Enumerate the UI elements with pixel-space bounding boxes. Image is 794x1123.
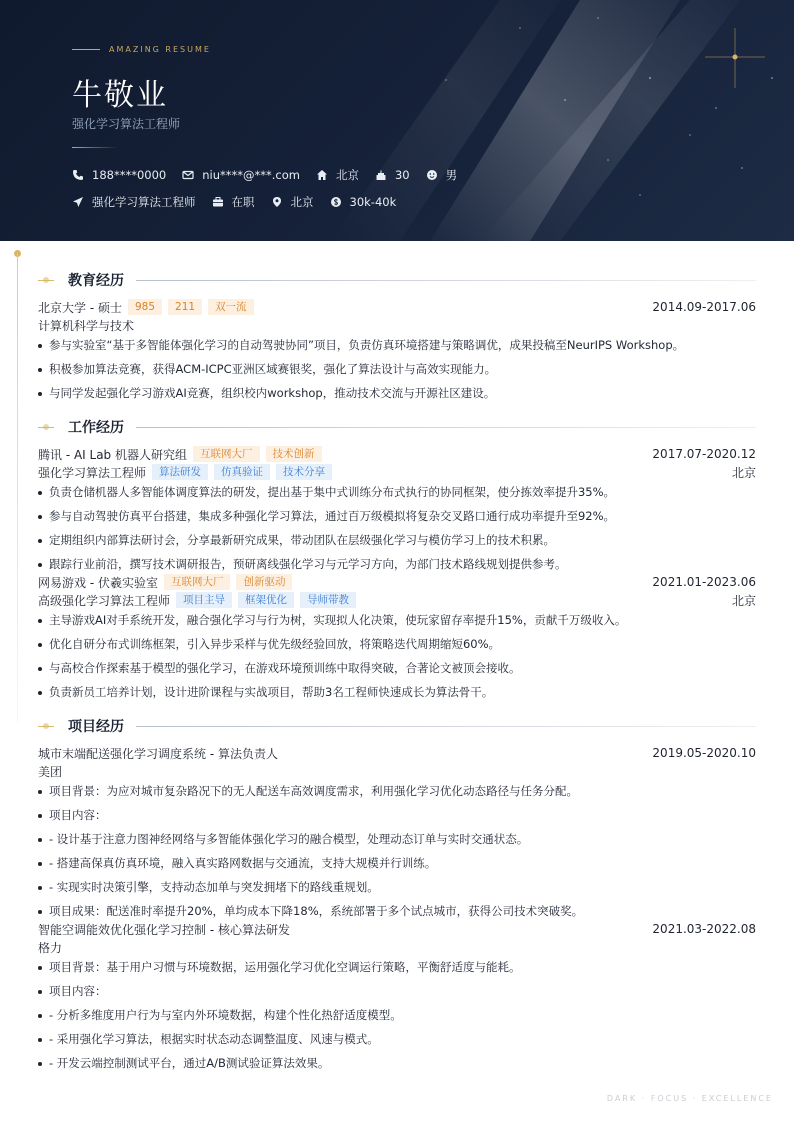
contact-row	[72, 167, 473, 183]
section-marker-icon	[38, 422, 54, 432]
resume-header	[0, 0, 794, 241]
entry-org-group	[38, 299, 254, 316]
section-rule	[136, 280, 756, 281]
list-item: - 分析多维度用户行为与室内外环境数据，构建个性化热舒适度模型。	[38, 1008, 756, 1023]
entry-date: 2014.09-2017.06	[652, 300, 756, 314]
entry-subheader	[38, 591, 756, 609]
list-item: 负责仓储机器人多智能体调度算法的研发，提出基于集中式训练分布式执行的协同框架，使分拣效率提升35%。	[38, 485, 756, 500]
target-role-text: 强化学习算法工程师	[92, 195, 196, 209]
list-item: 跟踪行业前沿，撰写技术调研报告，预研离线强化学习与元学习方向，为部门技术路线规划提供参考。	[38, 557, 756, 572]
school-name: 北京大学 - 硕士	[38, 300, 122, 315]
resume-body	[38, 268, 756, 1085]
list-item: 积极参加算法竞赛，获得ACM-ICPC亚洲区域赛银奖，强化了算法设计与高效实现能力。	[38, 362, 756, 377]
section-heading	[38, 268, 756, 292]
status-text: 在职	[231, 195, 255, 209]
role-tag-badge: 导师带教	[300, 592, 356, 608]
entry-header	[38, 573, 756, 591]
timeline-line	[17, 253, 18, 723]
work-entry	[38, 445, 756, 572]
entry-date: 2021.03-2022.08	[652, 922, 756, 936]
cake-icon	[375, 169, 387, 181]
entry-header	[38, 920, 756, 938]
project-entry	[38, 744, 756, 919]
entry-header	[38, 744, 756, 762]
entry-subheader	[38, 316, 756, 334]
tag-badge: 985	[128, 299, 162, 315]
entry-header	[38, 298, 756, 316]
company-name: 网易游戏 - 伏羲实验室	[38, 575, 158, 590]
company-name: 腾讯 - AI Lab 机器人研究组	[38, 447, 187, 462]
tag-badge: 互联网大厂	[164, 574, 231, 590]
list-item: - 实现实时决策引擎，支持动态加单与突发拥堵下的路线重规划。	[38, 880, 756, 895]
phone-icon	[72, 169, 84, 181]
list-item: 项目背景：为应对城市复杂路况下的无人配送车高效调度需求，利用强化学习优化动态路径与任务分配。	[38, 784, 756, 799]
project-company: 美团	[38, 764, 63, 779]
brand-text: AMAZING RESUME	[109, 45, 211, 54]
entry-date: 2021.01-2023.06	[652, 575, 756, 589]
bullet-list	[38, 485, 756, 572]
project-section	[38, 714, 756, 1071]
list-item: - 设计基于注意力图神经网络与多智能体强化学习的融合模型，处理动态订单与实时交通状态。	[38, 832, 756, 847]
email-text: niu****@***.com	[202, 168, 300, 182]
bullet-list	[38, 960, 756, 1071]
list-item: 项目内容：	[38, 984, 756, 999]
education-section	[38, 268, 756, 401]
footer-motto: DARK · FOCUS · EXCELLENCE	[606, 1094, 773, 1103]
age-text: 30	[394, 168, 410, 182]
tag-badge: 创新驱动	[236, 574, 292, 590]
briefcase-icon	[212, 196, 224, 208]
entry-city: 北京	[731, 465, 756, 480]
entry-date: 2019.05-2020.10	[652, 746, 756, 760]
candidate-title: 强化学习算法工程师	[72, 117, 181, 131]
role-group	[38, 464, 332, 481]
entry-city: 北京	[731, 593, 756, 608]
list-item: 定期组织内部算法研讨会，分享最新研究成果，带动团队在层级强化学习与模仿学习上的技术积累。	[38, 533, 756, 548]
phone-text: 188****0000	[92, 168, 167, 182]
major-text: 计算机科学与技术	[38, 318, 135, 333]
project-company: 格力	[38, 940, 63, 955]
salary-text: 30k-40k	[349, 195, 397, 209]
entry-header	[38, 445, 756, 463]
list-item: 项目成果：配送准时率提升20%，单均成本下降18%，系统部署于多个试点城市，获得公司技术突破奖。	[38, 904, 756, 919]
list-item: 负责新员工培养计划，设计进阶课程与实战项目，帮助3名工程师快速成长为算法骨干。	[38, 685, 756, 700]
info-email	[182, 168, 300, 182]
info-status	[212, 194, 255, 210]
list-item: - 搭建高保真仿真环境，融入真实路网数据与交通流，支持大规模并行训练。	[38, 856, 756, 871]
list-item: 与同学发起强化学习游戏AI竞赛，组织校内workshop，推动技术交流与开源社区建设。	[38, 386, 756, 401]
location-icon	[271, 196, 283, 208]
tag-badge: 技术创新	[266, 446, 322, 462]
tag-badge: 互联网大厂	[193, 446, 260, 462]
section-title-text: 项目经历	[68, 719, 124, 735]
list-item: 参与实验室“基于多智能体强化学习的自动驾驶协同”项目，负责仿真环境搭建与策略调优，成果投稿至NeurIPS Workshop。	[38, 338, 756, 353]
brand-line	[72, 49, 100, 50]
info-target-city	[271, 194, 314, 210]
role-tag-badge: 算法研发	[152, 464, 208, 480]
list-item: - 开发云端控制测试平台，通过A/B测试验证算法效果。	[38, 1056, 756, 1071]
list-item: 与高校合作探索基于模型的强化学习，在游戏环境预训练中取得突破，合著论文被顶会接收。	[38, 661, 756, 676]
section-marker-icon	[38, 275, 54, 285]
gender-text: 男	[445, 168, 458, 182]
tag-badge: 211	[168, 299, 202, 315]
entry-subheader	[38, 463, 756, 481]
send-icon	[72, 196, 84, 208]
list-item: 参与自动驾驶仿真平台搭建，集成多种强化学习算法，通过百万级模拟将复杂交叉路口通行成功率提升至92%。	[38, 509, 756, 524]
residence-text: 北京	[335, 168, 359, 182]
bullet-list	[38, 613, 756, 700]
list-item: - 采用强化学习算法，根据实时状态动态调整温度、风速与模式。	[38, 1032, 756, 1047]
info-salary	[330, 195, 397, 209]
section-heading	[38, 415, 756, 439]
section-marker-icon	[38, 721, 54, 731]
project-name: 城市末端配送强化学习调度系统 - 算法负责人	[38, 746, 278, 761]
work-entry	[38, 573, 756, 700]
candidate-name: 牛敬业	[72, 78, 168, 113]
info-gender	[426, 167, 458, 183]
info-phone	[72, 168, 166, 182]
education-entry	[38, 298, 756, 401]
bullet-list	[38, 784, 756, 919]
home-icon	[316, 169, 328, 181]
role-tag-badge: 项目主导	[176, 592, 232, 608]
info-age	[375, 168, 410, 182]
list-item: 项目背景：基于用户习惯与环境数据，运用强化学习优化空调运行策略，平衡舒适度与能耗。	[38, 960, 756, 975]
list-item: 主导游戏AI对手系统开发，融合强化学习与行为树，实现拟人化决策，使玩家留存率提升15%，贡献千万级收入。	[38, 613, 756, 628]
list-item: 项目内容：	[38, 808, 756, 823]
face-icon	[426, 169, 438, 181]
role-tag-badge: 仿真验证	[214, 464, 270, 480]
target-city-text: 北京	[290, 195, 314, 209]
section-rule	[136, 726, 756, 727]
job-intent-row	[72, 194, 412, 210]
entry-date: 2017.07-2020.12	[652, 447, 756, 461]
project-name: 智能空调能效优化强化学习控制 - 核心算法研发	[38, 922, 290, 937]
money-icon	[330, 196, 342, 208]
brand-row	[72, 45, 211, 54]
list-item: 优化自研分布式训练框架，引入异步采样与优先级经验回放，将策略迭代周期缩短60%。	[38, 637, 756, 652]
project-entry	[38, 920, 756, 1071]
mail-icon	[182, 169, 194, 181]
entry-org-group	[38, 574, 292, 591]
entry-subheader	[38, 938, 756, 956]
role-title: 强化学习算法工程师	[38, 465, 147, 480]
entry-subheader	[38, 762, 756, 780]
role-title: 高级强化学习算法工程师	[38, 593, 171, 608]
section-title-text: 工作经历	[68, 420, 124, 436]
bullet-list	[38, 338, 756, 401]
role-tag-badge: 技术分享	[276, 464, 332, 480]
section-heading	[38, 714, 756, 738]
entry-org-group	[38, 446, 322, 463]
info-target-role	[72, 194, 196, 210]
work-section	[38, 415, 756, 700]
section-title-text: 教育经历	[68, 273, 124, 289]
section-rule	[136, 427, 756, 428]
gold-divider	[72, 147, 118, 148]
tag-badge: 双一流	[208, 299, 254, 315]
info-residence	[316, 167, 359, 183]
role-tag-badge: 框架优化	[238, 592, 294, 608]
role-group	[38, 592, 356, 609]
